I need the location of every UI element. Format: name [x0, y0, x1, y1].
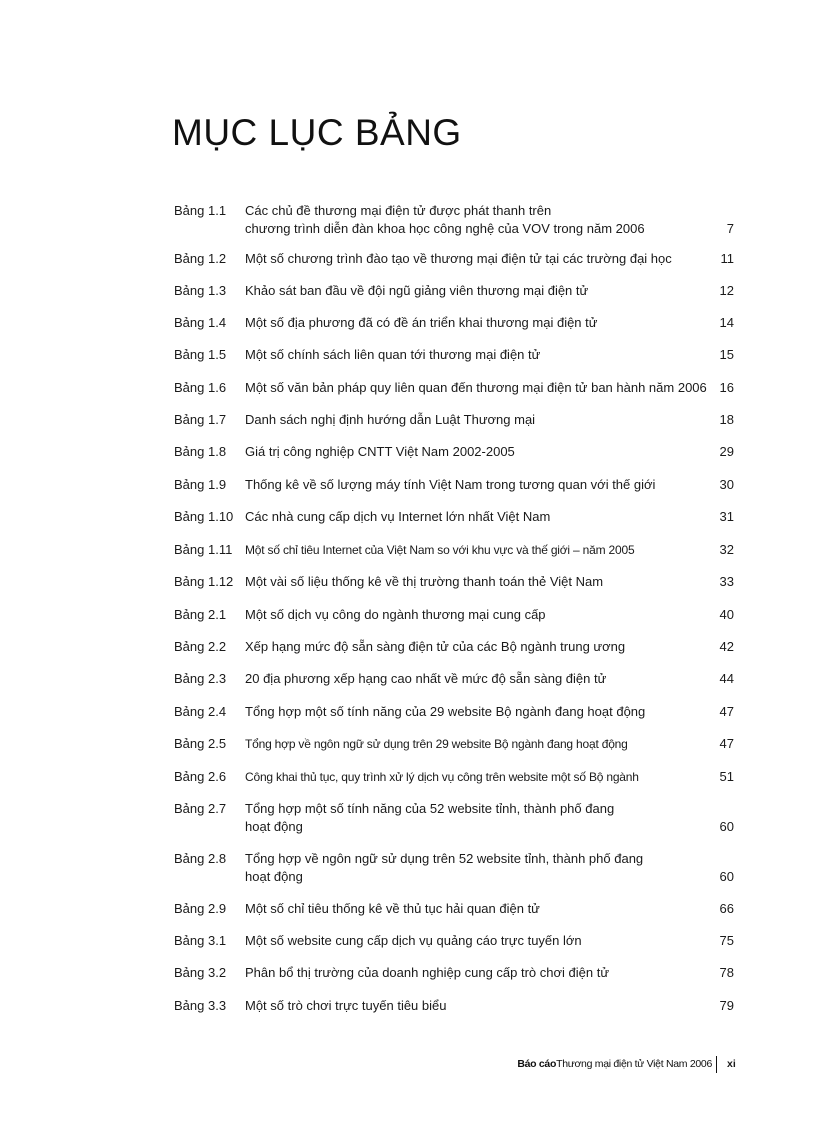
- toc-entry-title: [245, 443, 705, 461]
- toc-entry-title-line: Các chủ đề thương mại điện tử được phát thanh trên: [245, 203, 552, 218]
- toc-entry-page: 78: [719, 965, 734, 980]
- toc-entry-title-line: Một số chỉ tiêu Internet của Việt Nam so với khu vực và thế giới – năm 2005: [245, 543, 635, 557]
- toc-entry-title-line: chương trình diễn đàn khoa học công nghệ của VOV trong năm 2006: [245, 221, 645, 236]
- toc-entry-title-line: Một số dịch vụ công do ngành thương mại cung cấp: [245, 607, 546, 622]
- toc-entry-title-line: Phân bổ thị trường của doanh nghiệp cung cấp trò chơi điện tử: [245, 965, 610, 980]
- toc-entry-title-line: 20 địa phương xếp hạng cao nhất về mức độ sẵn sàng điện tử: [245, 671, 607, 686]
- toc-entry-page: 42: [719, 639, 734, 654]
- toc-entry-label: Bảng 3.1: [174, 933, 227, 948]
- toc-entry-title-line: Một số địa phương đã có đề án triển khai thương mại điện tử: [245, 315, 598, 330]
- toc-entry-page: 15: [719, 347, 734, 362]
- toc-entry-label: Bảng 1.4: [174, 315, 227, 330]
- toc-entry-label: Bảng 2.3: [174, 671, 227, 686]
- toc-entry-title-line: Khảo sát ban đầu về đội ngũ giảng viên thương mại điện tử: [245, 283, 589, 298]
- toc-entry-title-line: Danh sách nghị định hướng dẫn Luật Thương mại: [245, 412, 536, 427]
- toc-entry-page: 40: [719, 607, 734, 622]
- toc-entry-label: Bảng 1.9: [174, 477, 227, 492]
- toc-entry-page: 33: [719, 574, 734, 589]
- toc-entry-page: 44: [719, 671, 734, 686]
- page-number: xi: [727, 1058, 736, 1070]
- toc-entry-title: [245, 606, 705, 624]
- toc-entry-title: [245, 508, 705, 526]
- toc-entry-label: Bảng 1.8: [174, 444, 227, 459]
- toc-entry-title-line: Thống kê về số lượng máy tính Việt Nam trong tương quan với thế giới: [245, 477, 656, 492]
- toc-entry-label: Bảng 2.9: [174, 901, 227, 916]
- toc-entry-title: [245, 250, 705, 268]
- toc-entry-title: [245, 768, 705, 786]
- toc-entry-label: Bảng 1.2: [174, 251, 227, 266]
- toc-entry-page: 29: [719, 444, 734, 459]
- toc-entry-page: 11: [720, 251, 734, 266]
- toc-entry-label: Bảng 1.5: [174, 347, 227, 362]
- toc-entry-title: [245, 282, 705, 300]
- toc-entry-title-line: Tổng hợp một số tính năng của 52 website tỉnh, thành phố đang: [245, 801, 615, 816]
- toc-entry-title-line: Các nhà cung cấp dịch vụ Internet lớn nhất Việt Nam: [245, 509, 551, 524]
- report-title-bold: Báo cáo: [517, 1058, 557, 1070]
- toc-entry-label: Bảng 1.11: [174, 542, 233, 557]
- footer-separator: [716, 1056, 717, 1073]
- toc-entry-label: Bảng 1.12: [174, 574, 234, 589]
- toc-entry-title: [245, 573, 705, 591]
- toc-entry-title-line: hoạt động: [245, 869, 303, 884]
- toc-entry-title: [245, 346, 705, 364]
- toc-entry-page: 60: [719, 819, 734, 834]
- toc-entry-page: 18: [719, 412, 734, 427]
- toc-entry-title-line: Một số trò chơi trực tuyến tiêu biểu: [245, 998, 447, 1013]
- toc-entry-page: 30: [719, 477, 734, 492]
- toc-entry-label: Bảng 1.6: [174, 380, 227, 395]
- toc-entry-title: [245, 964, 705, 982]
- toc-entry-label: Bảng 2.4: [174, 704, 227, 719]
- toc-entry-title-line: Tổng hợp về ngôn ngữ sử dụng trên 52 website tỉnh, thành phố đang: [245, 851, 644, 866]
- toc-entry-page: 75: [719, 933, 734, 948]
- toc-entry-page: 12: [719, 283, 734, 298]
- toc-entry-title-line: Một số chính sách liên quan tới thương mại điện tử: [245, 347, 541, 362]
- toc-entry-title: [245, 703, 705, 721]
- toc-entry-title: [245, 314, 705, 332]
- toc-entry-label: Bảng 2.6: [174, 769, 227, 784]
- toc-entry-label: Bảng 2.7: [174, 801, 227, 816]
- toc-entry-page: 66: [719, 901, 734, 916]
- toc-entry-title-line: hoạt động: [245, 819, 303, 834]
- toc-entry-page: 16: [719, 380, 734, 395]
- toc-entry-title: [245, 900, 705, 918]
- toc-entry-page: 14: [719, 315, 734, 330]
- toc-entry-title-line: Một số văn bản pháp quy liên quan đến thương mại điện tử ban hành năm 2006: [245, 380, 707, 395]
- toc-entry-label: Bảng 1.10: [174, 509, 234, 524]
- toc-entry-title: [245, 411, 705, 429]
- toc-entry-title-line: Một số chỉ tiêu thống kê về thủ tục hải quan điện tử: [245, 901, 540, 916]
- page-footer: [0, 1056, 816, 1076]
- toc-entry-title: [245, 850, 705, 886]
- toc-entry-label: Bảng 3.2: [174, 965, 227, 980]
- toc-entry-page: 32: [719, 542, 734, 557]
- toc-entry-title-line: Một số website cung cấp dịch vụ quảng cáo trực tuyến lớn: [245, 933, 582, 948]
- toc-entry-title-line: Giá trị công nghiệp CNTT Việt Nam 2002-2005: [245, 444, 515, 459]
- page-title: MỤC LỤC BẢNG: [172, 112, 462, 153]
- toc-entry-page: 7: [726, 221, 734, 236]
- toc-entry-title: [245, 997, 705, 1015]
- toc-entry-page: 47: [719, 736, 734, 751]
- report-title-rest: Thương mại điện tử Việt Nam 2006: [556, 1058, 712, 1070]
- report-title: [517, 1058, 712, 1070]
- toc-entry-label: Bảng 1.7: [174, 412, 227, 427]
- toc-entry-title: [245, 932, 705, 950]
- toc-entry-page: 60: [719, 869, 734, 884]
- toc-entry-label: Bảng 2.2: [174, 639, 227, 654]
- toc-entry-label: Bảng 2.1: [174, 607, 227, 622]
- toc-entry-label: Bảng 3.3: [174, 998, 227, 1013]
- toc-entry-title: [245, 800, 705, 836]
- toc-entry-label: Bảng 2.8: [174, 851, 227, 866]
- toc-entry-title: [245, 638, 705, 656]
- toc-entry-title-line: Tổng hợp về ngôn ngữ sử dụng trên 29 website Bộ ngành đang hoạt động: [245, 737, 628, 751]
- toc-entry-page: 31: [719, 509, 734, 524]
- toc-entry-title: [245, 735, 705, 753]
- toc-entry-title-line: Một số chương trình đào tạo về thương mại điện tử tại các trường đại học: [245, 251, 672, 266]
- toc-entry-page: 47: [719, 704, 734, 719]
- toc-entry-title: [245, 541, 705, 559]
- toc-entry-title-line: Xếp hạng mức độ sẵn sàng điện tử của các Bộ ngành trung ương: [245, 639, 626, 654]
- toc-entry-title: [245, 379, 705, 397]
- toc-entry-title-line: Một vài số liệu thống kê về thị trường thanh toán thẻ Việt Nam: [245, 574, 604, 589]
- toc-entry-label: Bảng 1.3: [174, 283, 227, 298]
- toc-entry-title: [245, 476, 705, 494]
- toc-entry-label: Bảng 2.5: [174, 736, 227, 751]
- toc-entry-page: 51: [719, 769, 734, 784]
- toc-entry-title-line: Công khai thủ tục, quy trình xử lý dịch vụ công trên website một số Bộ ngành: [245, 770, 639, 784]
- toc-entry-title: [245, 202, 705, 238]
- toc-entry-title-line: Tổng hợp một số tính năng của 29 website Bộ ngành đang hoạt động: [245, 704, 646, 719]
- toc-entry-title: [245, 670, 705, 688]
- toc-entry-page: 79: [719, 998, 734, 1013]
- toc-entry-label: Bảng 1.1: [174, 203, 227, 218]
